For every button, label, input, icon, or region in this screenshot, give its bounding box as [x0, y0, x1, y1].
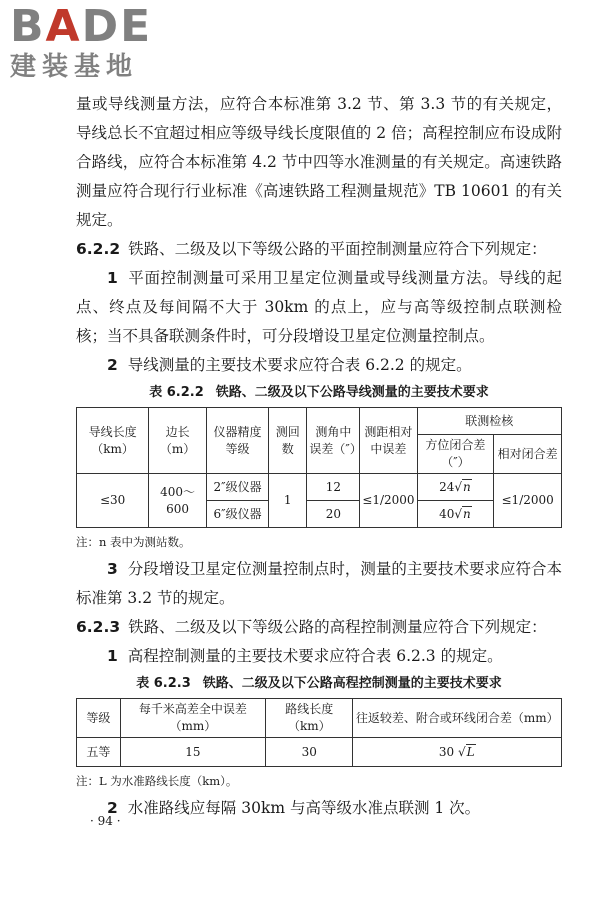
clause-text: 平面控制测量可采用卫星定位测量或导线测量方法。导线的起点、终点及每间隔不大于 30km 的点上，应与高等级控制点联测检核；当不具备联测条件时，可分段增设卫星定位测量控制点。 — [76, 269, 562, 345]
sqrt-symbol: √n — [454, 479, 471, 494]
table-row — [77, 738, 562, 767]
cell-distance-error: ≤1/2000 — [360, 474, 417, 528]
logo-subtitle: 建装基地 — [10, 52, 139, 82]
page-content — [76, 90, 562, 823]
cell-height-error: 15 — [120, 738, 266, 767]
table-6-2-3 — [76, 698, 562, 767]
col-instrument: 仪器精度等级 — [207, 408, 269, 474]
section-6-2-3 — [76, 613, 562, 642]
table-6-2-2 — [76, 407, 562, 528]
logo-wordmark: BADE — [10, 1, 153, 52]
cell-azimuth-closure: 24√n — [417, 474, 494, 501]
col-distance-error: 测距相对中误差 — [360, 408, 417, 474]
paragraph-continued: 量或导线测量方法，应符合本标准第 3.2 节、第 3.3 节的有关规定，导线总长不宜超过相应等级导线长度限值的 2 倍；高程控制应布设成附合路线，应符合本标准第 4.2 节中四等水准测量的有关规定。高速铁路测量应符合现行行业标准《高速铁路工程测量规范》TB 10601 的有关规定。 — [76, 95, 562, 229]
clause-3 — [76, 555, 562, 613]
col-rounds: 测回数 — [269, 408, 307, 474]
cell-side: 400～600 — [149, 474, 207, 528]
cell-relative-closure: ≤1/2000 — [494, 474, 562, 528]
clause-number: 3 — [107, 560, 118, 578]
clause-2 — [76, 794, 562, 823]
sqrt-symbol: √L — [457, 744, 475, 759]
clause-2 — [76, 351, 562, 380]
cell-rounds: 1 — [269, 474, 307, 528]
clause-text: 水准路线应每隔 30km 与高等级水准点联测 1 次。 — [127, 799, 481, 817]
clause-number: 1 — [107, 647, 118, 665]
section-number: 6.2.3 — [76, 618, 121, 636]
table-row — [77, 474, 562, 501]
table-6-2-3-title: 表 6.2.3 铁路、二级及以下公路高程控制测量的主要技术要求 — [136, 676, 502, 691]
clause-number: 2 — [107, 356, 118, 374]
section-text: 铁路、二级及以下等级公路的高程控制测量应符合下列规定： — [128, 618, 547, 636]
col-height-error: 每千米高差全中误差（mm） — [120, 699, 266, 738]
cell-instrument: 2″级仪器 — [207, 474, 269, 501]
col-group-check: 联测检核 — [417, 408, 561, 435]
clause-1 — [76, 642, 562, 671]
table-6-2-2-note: 注：n 表中为测站数。 — [76, 535, 191, 549]
cell-closure: 30 √L — [353, 738, 562, 767]
clause-text: 高程控制测量的主要技术要求应符合表 6.2.3 的规定。 — [127, 647, 503, 665]
clause-number: 1 — [107, 269, 118, 287]
cell-instrument: 6″级仪器 — [207, 501, 269, 528]
table-6-2-2-title: 表 6.2.2 铁路、二级及以下公路导线测量的主要技术要求 — [149, 385, 489, 400]
col-grade: 等级 — [77, 699, 121, 738]
cell-angle-error: 20 — [307, 501, 360, 528]
cell-angle-error: 12 — [307, 474, 360, 501]
col-angle-error: 测角中误差（″） — [307, 408, 360, 474]
brand-logo — [10, 1, 180, 82]
cell-azimuth-closure: 40√n — [417, 501, 494, 528]
sqrt-symbol: √n — [454, 506, 471, 521]
col-closure: 往返较差、附合或环线闭合差（mm） — [353, 699, 562, 738]
col-side: 边长（m） — [149, 408, 207, 474]
col-relative-closure: 相对闭合差 — [494, 435, 562, 474]
table-6-2-3-note: 注：L 为水准路线长度（km）。 — [76, 774, 238, 788]
clause-number: 2 — [107, 799, 118, 817]
col-azimuth-closure: 方位闭合差（″） — [417, 435, 494, 474]
page-number: · 94 · — [90, 814, 121, 828]
cell-route-length: 30 — [266, 738, 353, 767]
col-route-length: 路线长度（km） — [266, 699, 353, 738]
cell-length: ≤30 — [77, 474, 149, 528]
cell-grade: 五等 — [77, 738, 121, 767]
clause-text: 导线测量的主要技术要求应符合表 6.2.2 的规定。 — [127, 356, 472, 374]
section-text: 铁路、二级及以下等级公路的平面控制测量应符合下列规定： — [128, 240, 547, 258]
col-length: 导线长度（km） — [77, 408, 149, 474]
clause-text: 分段增设卫星定位测量控制点时，测量的主要技术要求应符合本标准第 3.2 节的规定。 — [76, 560, 562, 607]
section-6-2-2 — [76, 235, 562, 264]
clause-1 — [76, 264, 562, 351]
section-number: 6.2.2 — [76, 240, 121, 258]
